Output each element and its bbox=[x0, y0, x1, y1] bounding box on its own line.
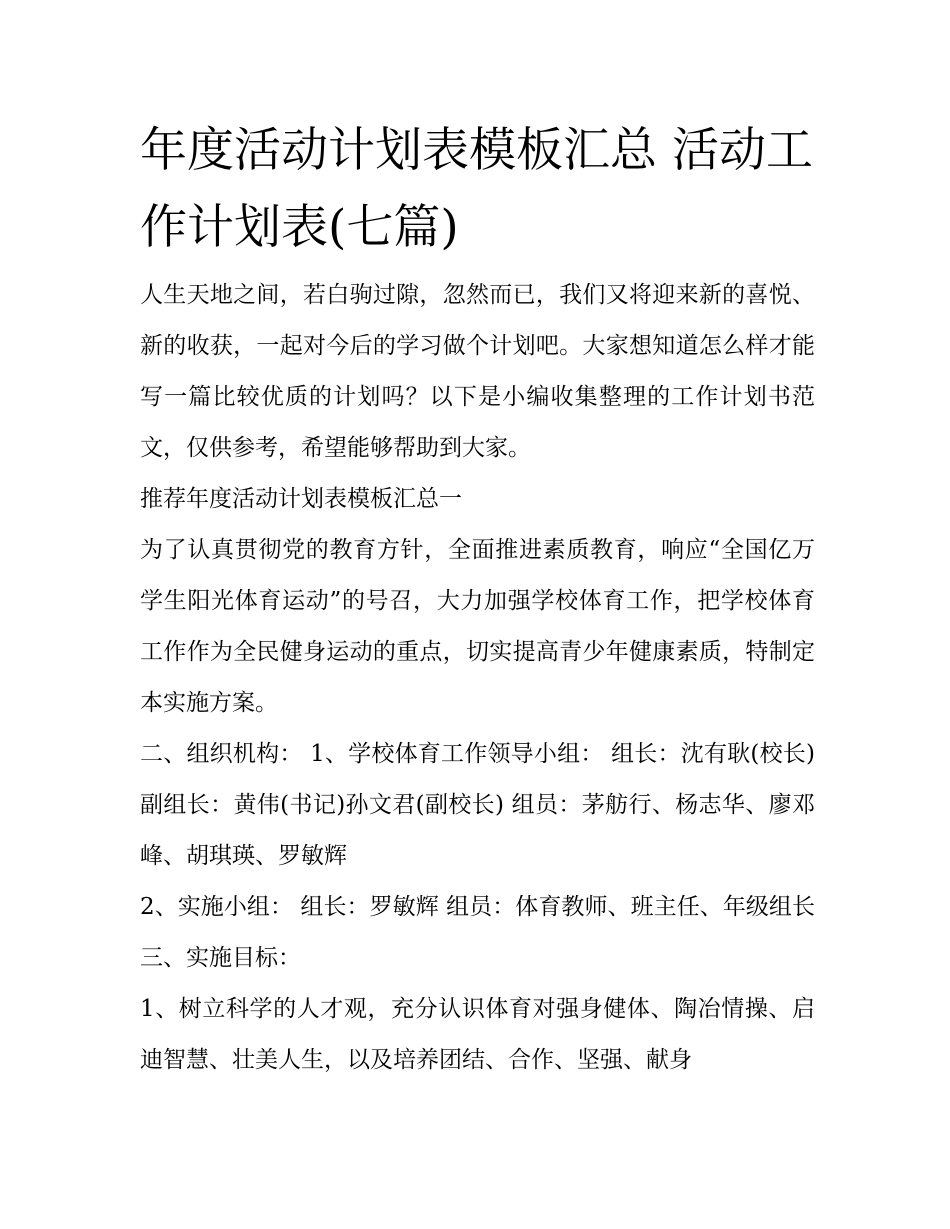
paragraph-purpose: 为了认真贯彻党的教育方针，全面推进素质教育，响应“全国亿万学生阳光体育运动”的号召，大力加强学校体育工作，把学校体育工作作为全民健身运动的重点，切实提高青少年健康素质，特制定本实施方案。 bbox=[140, 537, 815, 716]
paragraph-heading-one: 推荐年度活动计划表模板汇总一 bbox=[140, 486, 462, 512]
paragraph-intro: 人生天地之间，若白驹过隙，忽然而已，我们又将迎来新的喜悦、新的收获，一起对今后的学习做个计划吧。大家想知道怎么样才能写一篇比较优质的计划吗？以下是小编收集整理的工作计划书范文，仅供参考，希望能够帮助到大家。 bbox=[140, 282, 815, 461]
paragraph-implementation-group: 2、实施小组： 组长：罗敏辉 组员：体育教师、班主任、年级组长 三、实施目标： bbox=[140, 894, 815, 971]
paragraph-organization: 二、组织机构： 1、学校体育工作领导小组： 组长：沈有耿(校长) 副组长：黄伟(书记)孙文君(副校长) 组员：茅舫行、杨志华、廖邓峰、胡琪瑛、罗敏辉 bbox=[140, 741, 815, 869]
document-body bbox=[140, 112, 815, 1086]
paragraph-goal-one: 1、树立科学的人才观，充分认识体育对强身健体、陶冶情操、启迪智慧、壮美人生，以及培养团结、合作、坚强、献身 bbox=[140, 996, 815, 1073]
document-title: 年度活动计划表模板汇总 活动工作计划表(七篇) bbox=[140, 123, 813, 255]
